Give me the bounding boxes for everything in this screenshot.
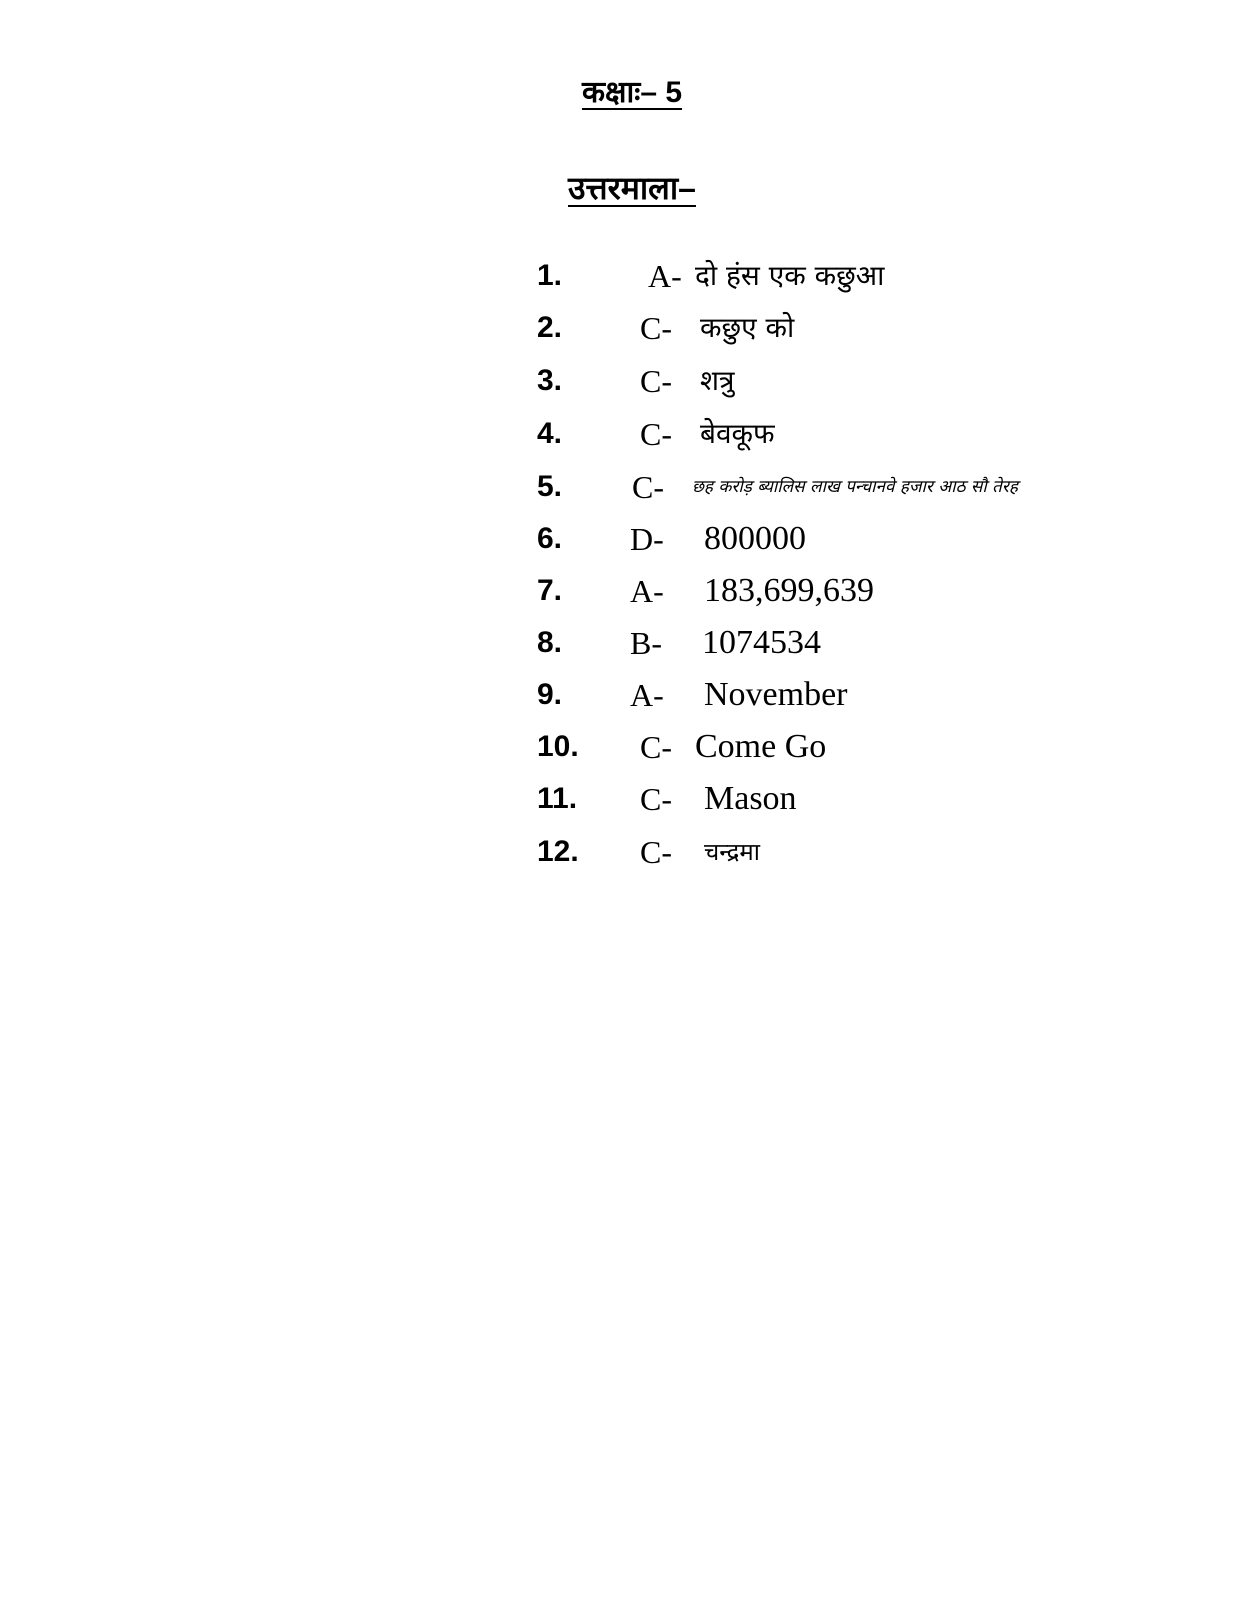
answer-option: C-	[640, 363, 672, 399]
question-number: 9.	[537, 678, 563, 711]
answer-row-9	[0, 669, 1236, 721]
answer-option: B-	[630, 625, 662, 661]
answer-option: C-	[632, 469, 664, 505]
answer-row-11	[0, 773, 1236, 825]
answer-option: A-	[630, 573, 664, 609]
answer-text: 800000	[704, 520, 806, 557]
answer-text: Mason	[704, 780, 797, 817]
answer-text: November	[704, 676, 848, 713]
question-number: 11.	[537, 782, 578, 815]
answer-text: 183,699,639	[704, 572, 874, 609]
answer-option: C-	[640, 310, 672, 346]
answer-row-4	[0, 408, 1236, 460]
answer-row-3	[0, 355, 1236, 407]
answer-row-1	[0, 250, 1236, 302]
answer-option: C-	[640, 416, 672, 452]
question-number: 5.	[537, 470, 563, 503]
answer-text: शत्रु	[700, 364, 735, 397]
answer-option: C-	[640, 729, 672, 765]
answer-text: बेवकूफ	[700, 417, 775, 450]
answer-option: D-	[630, 521, 664, 557]
answer-row-7	[0, 565, 1236, 617]
answer-text: 1074534	[702, 624, 821, 661]
answer-key-heading-text: उत्तरमाला–	[568, 170, 696, 206]
question-number: 3.	[537, 364, 563, 397]
answer-text: कछुए को	[700, 311, 795, 344]
question-number: 10.	[537, 730, 579, 763]
class-heading-text: कक्षाः– 5	[581, 76, 683, 109]
question-number: 4.	[537, 417, 563, 450]
question-number: 6.	[537, 522, 563, 555]
question-number: 1.	[537, 259, 563, 292]
answer-row-5	[0, 461, 1236, 513]
answer-text: छह करोड़ ब्यालिस लाख पन्चानवे हजार आठ सौ तेरह	[692, 477, 1018, 497]
answer-text: दो हंस एक कछुआ	[695, 259, 885, 292]
answer-text: Come Go	[695, 728, 827, 765]
answer-row-2	[0, 302, 1236, 354]
answer-option: C-	[640, 781, 672, 817]
answer-row-6	[0, 513, 1236, 565]
question-number: 8.	[537, 626, 563, 659]
answer-option: C-	[640, 834, 672, 870]
answer-row-12	[0, 826, 1236, 878]
question-number: 2.	[537, 311, 563, 344]
answer-row-8	[0, 617, 1236, 669]
question-number: 12.	[537, 835, 579, 868]
answer-row-10	[0, 721, 1236, 773]
answer-option: A-	[630, 677, 664, 713]
answer-text: चन्द्रमा	[704, 838, 760, 866]
question-number: 7.	[537, 574, 563, 607]
answer-option: A-	[648, 258, 682, 294]
